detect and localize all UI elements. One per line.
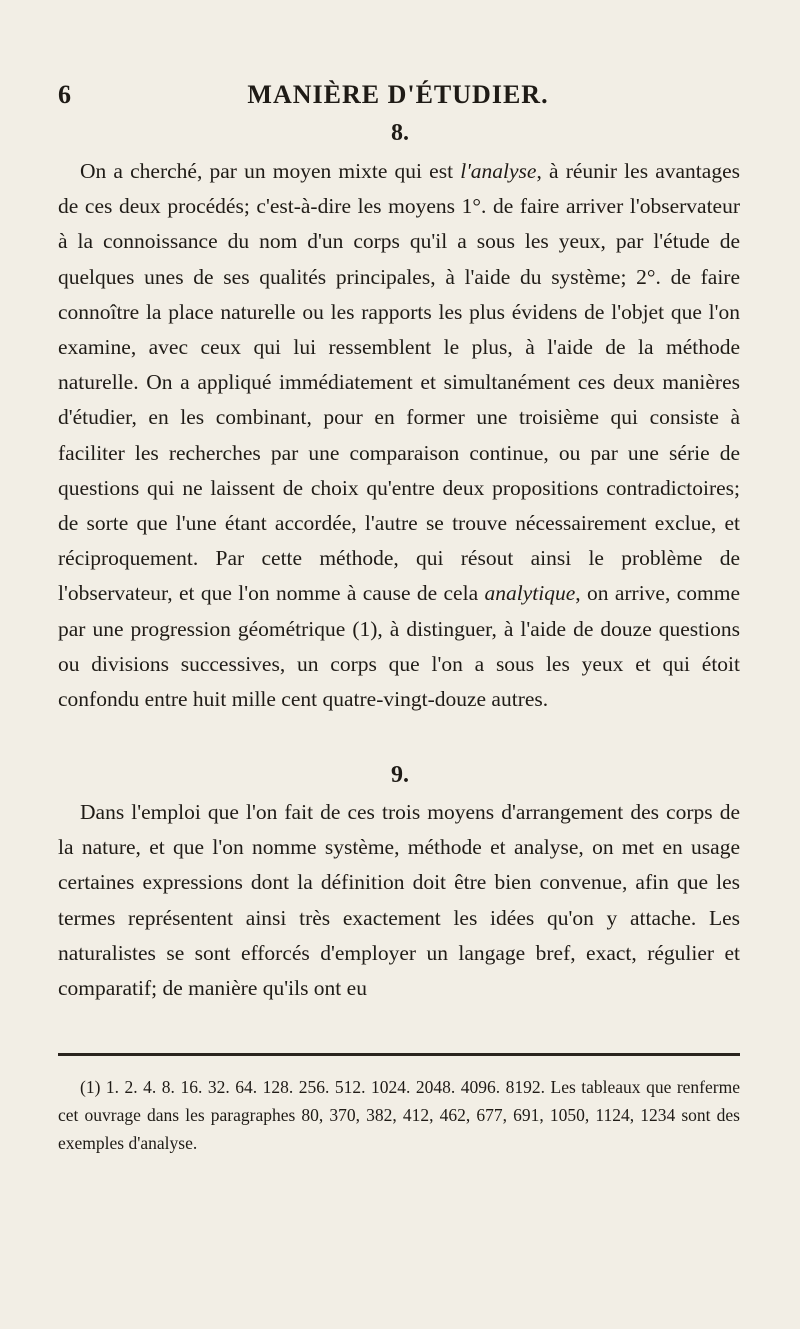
section-number-9: 9. <box>391 762 409 788</box>
paragraph-section-9: Dans l'emploi que l'on fait de ces trois moyens d'arrangement des corps de la nature, et que l'on nomme système, méthode et analyse, on met en usage certaines expressions dont la définition doit être bien convenue, afin que les termes représentent ainsi très exactement les idées qu'on y attache. Les naturalistes se sont efforcés d'employer un langage bref, exact, régulier et comparatif; de manière qu'ils ont eu <box>58 800 740 1001</box>
italic-term-analyse: l'analyse <box>460 159 537 183</box>
section-number-8: 8. <box>391 120 409 146</box>
page-number: 6 <box>58 80 71 109</box>
italic-term-analytique: analytique <box>484 581 576 606</box>
paragraph-text: , à réunir les avantages de ces deux procédés; c'est-à-dire les moyens 1°. de faire arriver l'observateur à la connoissance du nom d'un corps qu'il a sous les yeux, par l'étude de quelques unes de ses qualités principales, à l'aide du système; 2°. de faire connoître la place naturelle ou les rapports les plus évidens de l'objet que l'on examine, avec ceux qui lui ressemblent le plus, à l'aide de la méthode naturelle. On a appliqué immédiatement et simultanément ces deux manières d'étudier, en les combinant, pour en former une troisième qui consiste à faciliter les recherches par une comparaison continue, ou par une série de questions qui ne laissent de choix qu'entre deux propositions contradictoires; de sorte que l'une étant accordée, l'autre se trouve nécessairement exclue, et réciproquement. Par cette méthode, qui résout ainsi le problème de l'observateur, et que l'on nomme à cause de cela <box>58 159 740 606</box>
paragraph-text: , on arrive, comme par une progression géométrique (1), à distinguer, à l'aide de douze questions ou divisions successives, un corps que l'on a sous les yeux et qui étoit confondu entre huit mille cent quatre-vingt-douze autres. <box>58 581 740 712</box>
footnote: (1) 1. 2. 4. 8. 16. 32. 64. 128. 256. 512. 1024. 2048. 4096. 8192. Les tableaux que renferme cet ouvrage dans les paragraphes 80, 370, 382, 412, 462, 677, 691, 1050, 1124, 1234 sont des exemples d'analyse. <box>58 1077 740 1153</box>
running-head: MANIÈRE D'ÉTUDIER. <box>247 80 549 109</box>
footnote-divider <box>58 1053 740 1056</box>
paragraph-section-8 <box>58 154 740 717</box>
paragraph-text: On a cherché, par un moyen mixte qui est <box>80 159 461 183</box>
page-header <box>58 80 738 120</box>
